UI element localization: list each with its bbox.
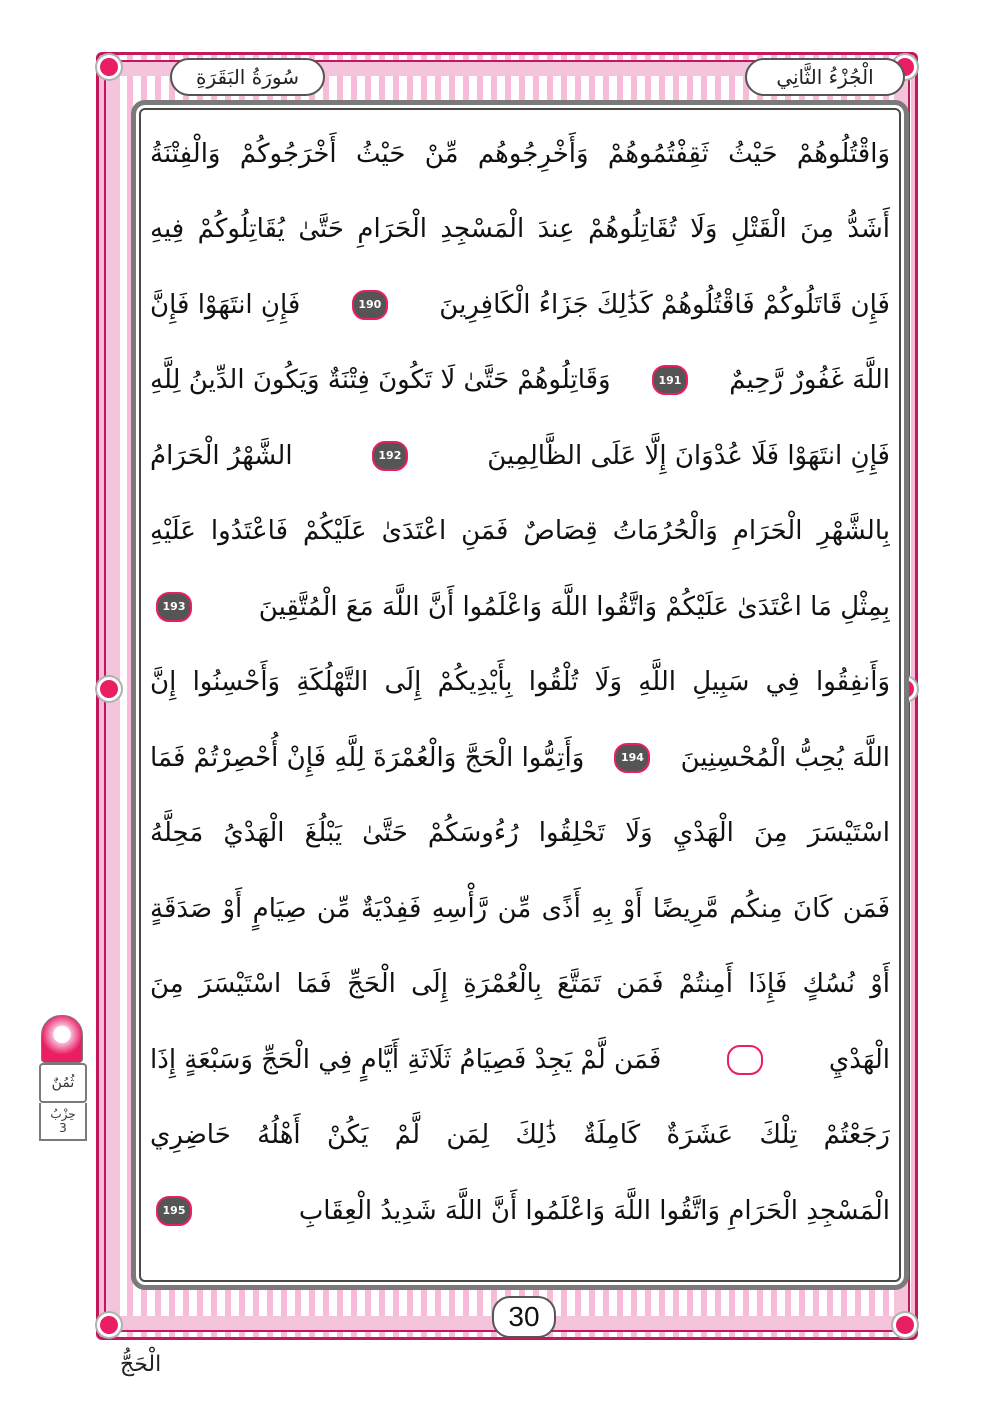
ayah-number-marker: 190 [352,290,388,320]
ornament-icon [896,1316,914,1334]
text-line: اللَّهَ غَفُورٌ رَّحِيمٌ 191 وَقَاتِلُوهُمْ حَتَّىٰ لَا تَكُونَ فِتْنَةٌ وَيَكُونَ الدِّينُ لِلَّهِ [150,365,890,396]
ornament-icon [100,58,118,76]
ornament-icon [100,1316,118,1334]
text-line: أَشَدُّ مِنَ الْقَتْلِ وَلَا تُقَاتِلُوهُمْ عِندَ الْمَسْجِدِ الْحَرَامِ حَتَّىٰ يُقَاتِلُوكُمْ فِيهِ [150,214,890,245]
quran-text [150,116,890,1249]
text-line: أَوْ نُسُكٍ فَإِذَا أَمِنتُمْ فَمَن تَمَتَّعَ بِالْعُمْرَةِ إِلَى الْحَجِّ فَمَا اسْتَيْسَرَ مِنَ [150,969,890,1000]
surah-label: سُورَةُ البَقَرَةِ [170,58,325,96]
text-line: وَأَنفِقُوا فِي سَبِيلِ اللَّهِ وَلَا تُلْقُوا بِأَيْدِيكُمْ إِلَى التَّهْلُكَةِ وَأَحْسِنُوا إِنَّ [150,667,890,698]
ornament-icon [100,680,118,698]
juz-label: الْجُزْءُ الثَّانِي [745,58,905,96]
text-line: بِالشَّهْرِ الْحَرَامِ وَالْحُرُمَاتُ قِصَاصٌ فَمَنِ اعْتَدَىٰ عَلَيْكُمْ فَاعْتَدُوا عَلَيْهِ [150,516,890,547]
hizb-fraction: ثُمُنٌ [39,1063,87,1103]
ayah-number-marker: 193 [156,592,192,622]
pause-marker-icon [727,1045,763,1075]
rub-el-hizb-icon [41,1015,83,1063]
catchword: الْحَجُّ [120,1352,162,1377]
hizb-number-box [39,1103,87,1141]
ayah-number-marker: 195 [156,1196,192,1226]
hizb-marker [34,1015,88,1155]
text-line: فَإِن قَاتَلُوكُمْ فَاقْتُلُوهُمْ كَذَٰلِكَ جَزَاءُ الْكَافِرِينَ 190 فَإِنِ انتَهَوْا فَإِنَّ [150,289,890,320]
ayah-number-marker: 192 [372,441,408,471]
text-line: رَجَعْتُمْ تِلْكَ عَشَرَةٌ كَامِلَةٌ ذَٰلِكَ لِمَن لَّمْ يَكُنْ أَهْلُهُ حَاضِرِي [150,1120,890,1151]
text-line: بِمِثْلِ مَا اعْتَدَىٰ عَلَيْكُمْ وَاتَّقُوا اللَّهَ وَاعْلَمُوا أَنَّ اللَّهَ مَعَ الْمُتَّقِينَ 193 [150,569,890,645]
text-line: فَمَن كَانَ مِنكُم مَّرِيضًا أَوْ بِهِ أَذًى مِّن رَّأْسِهِ فَفِدْيَةٌ مِّن صِيَامٍ أَوْ صَدَقَةٍ [150,893,890,924]
ayah-number-marker: 194 [614,743,650,773]
page-number: 30 [492,1296,556,1338]
text-line: الْهَدْيِ فَمَن لَّمْ يَجِدْ فَصِيَامُ ثَلَاثَةِ أَيَّامٍ فِي الْحَجِّ وَسَبْعَةٍ إِذَا [150,1044,890,1075]
hizb-number: 3 [59,1121,67,1135]
text-line: فَإِنِ انتَهَوْا فَلَا عُدْوَانَ إِلَّا عَلَى الظَّالِمِينَ 192 الشَّهْرُ الْحَرَامُ [150,440,890,471]
text-line: الْمَسْجِدِ الْحَرَامِ وَاتَّقُوا اللَّهَ وَاعْلَمُوا أَنَّ اللَّهَ شَدِيدُ الْعِقَابِ 195 [150,1173,890,1249]
text-line: وَاقْتُلُوهُمْ حَيْثُ ثَقِفْتُمُوهُمْ وَأَخْرِجُوهُم مِّنْ حَيْثُ أَخْرَجُوكُمْ وَالْفِتْنَةُ [150,138,890,169]
ayah-number-marker: 191 [652,365,688,395]
text-line: اسْتَيْسَرَ مِنَ الْهَدْيِ وَلَا تَحْلِقُوا رُءُوسَكُمْ حَتَّىٰ يَبْلُغَ الْهَدْيُ مَحِلَّهُ [150,818,890,849]
text-line: اللَّهَ يُحِبُّ الْمُحْسِنِينَ 194 وَأَتِمُّوا الْحَجَّ وَالْعُمْرَةَ لِلَّهِ فَإِنْ أُحْصِرْتُمْ فَمَا [150,742,890,773]
hizb-label: حِزْبُ [50,1107,76,1121]
